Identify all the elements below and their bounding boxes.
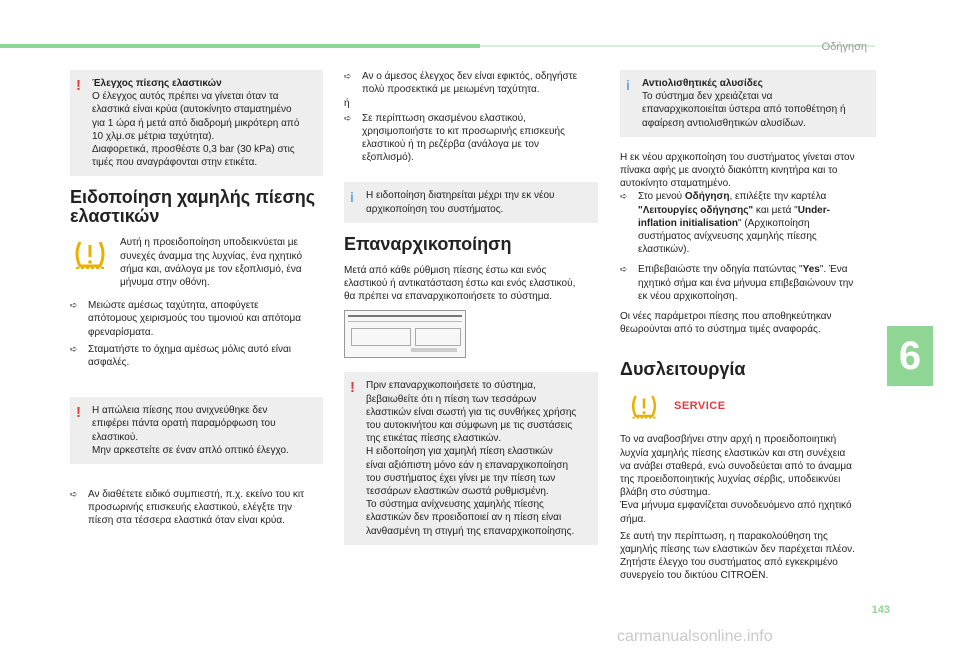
box-line: τιμές που αναγράφονται στην ετικέτα. (92, 157, 258, 169)
bullet-menu-step (620, 190, 876, 256)
malfunction-paragraph (620, 433, 876, 525)
box-line: του αυτοκινήτου και σύμφωνη με τις συστάσεις (366, 420, 573, 432)
bullet-line: πολύ προσεκτικά με μειωμένη ταχύτητα. (362, 84, 540, 96)
reinit-paragraph (344, 264, 598, 304)
para-line: συνεργείο του δικτύου CITROËN. (620, 570, 769, 582)
para-line: Το να αναβοσβήνει στην αρχή η προειδοποιητική (620, 434, 837, 446)
box-line: βεβαιωθείτε ότι η πίεση των τεσσάρων (366, 393, 537, 405)
malfunction-icons-row (626, 391, 876, 421)
box-line: τεσσάρων ελαστικών σωστά ρυθμισμένη. (366, 486, 549, 498)
box-line: Μην αρκεστείτε σε έναν απλό οπτικό έλεγχο. (92, 444, 289, 456)
bullet-confirm-step (620, 263, 876, 303)
box-line: Η ειδοποίηση διατηρείται μέχρι την εκ νέου (366, 190, 555, 202)
heading-low-pressure (70, 188, 323, 226)
bullet-drive-carefully (344, 70, 598, 96)
box-line: του συστήματος έχει γίνει με την πίεση των (366, 472, 556, 484)
box-line: ελαστικού. (92, 431, 139, 443)
para-line: Οι νέες παράμετροι πίεσης που αποθηκεύτηκαν (620, 311, 832, 323)
box-line: Η ειδοποίηση για χαμηλή πίεση ελαστικών (366, 446, 553, 458)
heading-line: ελαστικών (70, 206, 160, 227)
label-line (348, 321, 462, 322)
yes-option: Yes (802, 264, 820, 276)
arrow-icon: ➪ (620, 264, 628, 275)
arrow-icon: ➪ (344, 112, 352, 123)
step-text: , επιλέξτε την καρτέλα (729, 191, 827, 203)
warning-icon: ! (76, 404, 81, 422)
icon-text-line: Αυτή η προειδοποίηση υποδεικνύεται με (120, 237, 298, 249)
option-under-inflation: inflation initialisation (638, 217, 738, 229)
bullet-line: Μειώστε αμέσως ταχύτητα, αποφύγετε (88, 300, 259, 312)
arrow-icon: ➪ (344, 71, 352, 81)
step-text: και μετά " (753, 204, 798, 216)
box-line: Ο έλεγχος αυτός πρέπει να γίνεται όταν τα (92, 91, 279, 103)
bullet-line: χρησιμοποιήστε το κιτ προσωρινής επισκευής (362, 125, 565, 137)
bullet-line: απότομους χειρισμούς του τιμονιού και απότομα (88, 313, 302, 325)
service-warning-icon: SERVICE (674, 399, 726, 412)
step-text: Στο μενού (638, 191, 685, 203)
label-table (415, 328, 461, 346)
heading-line: Ειδοποίηση χαμηλής πίεσης (70, 187, 316, 208)
bullet-line: Αν ο άμεσος έλεγχος δεν είναι εφικτός, οδηγήστε (362, 71, 578, 82)
tpms-warning-icon (626, 391, 662, 421)
box-line: αρχικοποίηση του συστήματος. (366, 203, 504, 215)
option-under-inflation: Under- (797, 204, 830, 216)
step-text: εκ νέου αρχικοποίηση. (638, 290, 738, 302)
bullet-line: Σε περίπτωση σκασμένου ελαστικού, (362, 112, 526, 124)
para-line: Ζητήστε έλεγχο του συστήματος από εγκεκριμένο (620, 557, 838, 569)
reference-values-paragraph (620, 310, 876, 336)
heading-malfunction: Δυσλειτουργία (620, 359, 746, 380)
para-line: Ένα μήνυμα εμφανίζεται συνοδευόμενο από ηχητικό (620, 500, 852, 512)
section-title: Οδήγηση (821, 41, 867, 53)
box-line: Η απώλεια πίεσης που ανιχνεύθηκε δεν (92, 405, 268, 417)
dealer-paragraph (620, 530, 876, 583)
box-line: Το σύστημα ανίχνευσης χαμηλής πίεσης (366, 499, 544, 511)
chapter-tab: 6 (887, 326, 933, 386)
bullet-line: Αν διαθέτετε ειδικό συμπιεστή, π.χ. εκείνο του κιτ (88, 489, 305, 501)
box-line: για 1 ώρα ή μετά από διαδρομή μικρότερη από (92, 117, 300, 129)
warning-box-before-reinit (344, 372, 598, 544)
step-text: ελαστικών). (638, 244, 690, 256)
step-text: ". Ένα (819, 264, 848, 276)
box-line: λανθασμένη τη στιγμή της επαναρχικοποίησης. (366, 525, 575, 537)
icon-text-line: σήμα και, ανάλογα με τον εξοπλισμό, ένα (120, 263, 302, 275)
bullet-slow-down (70, 299, 323, 339)
arrow-icon: ➪ (620, 191, 628, 202)
icon-text-line: συνεχές άναμμα της λυχνίας, ένα ηχητικό (120, 250, 303, 262)
bullet-line: πίεση στα τέσσερα ελαστικά όταν είναι κρύα. (88, 515, 285, 527)
column-1 (70, 70, 323, 532)
info-icon: i (626, 77, 630, 93)
warning-icon: ! (350, 379, 355, 397)
para-line: θεωρούνται από το σύστημα τιμές αναφοράς. (620, 324, 821, 336)
box-line: 10 χλμ.σε μέτρια ταχύτητα). (92, 130, 215, 142)
box-line: Το σύστημα δεν χρειάζεται να (642, 91, 773, 103)
para-line: λυχνία χαμηλής πίεσης ελαστικών και στη συνέχεια (620, 447, 846, 459)
box-title: Αντιολισθητικές αλυσίδες (642, 78, 763, 89)
box-line: επαναρχικοποιείται ύστερα από τοποθέτηση ή (642, 104, 846, 116)
bullet-line: εξοπλισμό). (362, 152, 414, 164)
arrow-icon: ➪ (70, 343, 78, 354)
label-line (411, 348, 457, 352)
tyre-pressure-label-image (344, 310, 466, 358)
info-icon: i (350, 189, 354, 206)
para-line: να ανάβει σταθερά, ενώ συνοδεύεται από το άναμμα (620, 460, 852, 472)
reinit-touchscreen-paragraph (620, 151, 876, 191)
arrow-icon: ➪ (70, 300, 78, 311)
heading-reinitialisation: Επαναρχικοποίηση (344, 233, 512, 254)
box-line: Διαφορετικά, προσθέστε 0,3 bar (30 kPa) στις (92, 144, 295, 156)
para-line: σήμα. (620, 513, 647, 525)
label-line (348, 315, 462, 317)
bullet-line: ασφαλές. (88, 357, 130, 369)
para-line: Η εκ νέου αρχικοποίηση του συστήματος γίνεται στον (620, 151, 855, 163)
para-line: θα πρέπει να επαναρχικοποιήσετε το σύστημα. (344, 291, 553, 303)
para-line: Σε αυτή την περίπτωση, η παρακολούθηση της (620, 530, 828, 542)
warning-box-pressure-check (70, 70, 323, 176)
info-box-alert-kept (344, 182, 598, 222)
box-line: Πριν επαναρχικοποιήσετε το σύστημα, (366, 380, 536, 392)
bullet-line: ελαστικού ή τη ρεζέρβα (ανάλογα με τον (362, 139, 539, 151)
step-text: ηχητικό σήμα και ένα μήνυμα επιβεβαιώνουν την (638, 277, 854, 289)
header-bar (0, 44, 480, 48)
para-line: βλάβη στο σύστημα. (620, 487, 711, 499)
bullet-stop (70, 343, 323, 369)
column-2 (344, 70, 598, 555)
box-line: ελαστικά είναι κρύα (αυτοκίνητο σταματημένο (92, 104, 292, 116)
menu-driving: Οδήγηση (684, 191, 730, 203)
para-line: πίνακα αφής με ανοιχτό διακόπτη κινητήρα και το (620, 165, 838, 177)
label-table (351, 328, 411, 346)
arrow-icon: ➪ (70, 489, 78, 500)
bullet-compressor (70, 488, 323, 528)
tpms-warning-icon (70, 236, 110, 272)
tpms-warning-row (70, 236, 323, 289)
box-line: είναι αξιόπιστη μόνο εάν η επαναρχικοποίηση (366, 459, 569, 471)
box-line: της ετικέτας πίεσης ελαστικών. (366, 433, 502, 445)
column-3 (620, 70, 876, 590)
box-line: αφαίρεση αντιολισθητικών αλυσίδων. (642, 117, 806, 129)
bullet-puncture (344, 112, 598, 165)
header-bar-light (480, 45, 875, 47)
info-box-snow-chains (620, 70, 876, 137)
page-number: 143 (871, 604, 890, 616)
step-text: συστήματος ανίχνευσης χαμηλής πίεσης (638, 231, 817, 243)
para-line: χαμηλής πίεσης των ελαστικών δεν παρέχεται πλέον. (620, 544, 855, 556)
box-line: ελαστικών είναι σωστή για τις συνθήκες χρήσης (366, 406, 577, 418)
bullet-line: Σταματήστε το όχημα αμέσως μόλις αυτό είναι (88, 343, 292, 355)
para-line: της προειδοποιητικής λυχνίας σέρβις, υποδεικνύει (620, 474, 841, 486)
tab-driving-functions: "Λειτουργίες οδήγησης" (638, 204, 754, 216)
warning-box-deformation (70, 397, 323, 464)
bullet-line: προσωρινής επισκευής ελαστικού, ελέγξτε την (88, 502, 293, 514)
watermark: carmanualsonline.info (617, 628, 773, 645)
box-line: επιφέρει πάντα ορατή παραμόρφωση του (92, 418, 276, 430)
para-line: Μετά από κάθε ρύθμιση πίεσης έστω και ενός (344, 264, 547, 276)
para-line: ελαστικού ή αντικατάσταση έστω και ενός ελαστικού, (344, 278, 576, 290)
warning-icon: ! (76, 77, 81, 94)
para-line: αυτοκίνητο σταματημένο. (620, 178, 731, 190)
icon-text-line: μήνυμα στην οθόνη. (120, 277, 210, 289)
or-text: ή (344, 98, 350, 110)
box-line: ελαστικών δεν προειδοποιεί αν η πίεση είναι (366, 512, 562, 524)
step-text: " (Αρχικοποίηση (738, 217, 810, 229)
step-text: Επιβεβαιώστε την οδηγία πατώντας " (638, 264, 803, 276)
box-title: Έλεγχος πίεσης ελαστικών (92, 78, 222, 89)
bullet-line: φρεναρίσματα. (88, 326, 154, 338)
